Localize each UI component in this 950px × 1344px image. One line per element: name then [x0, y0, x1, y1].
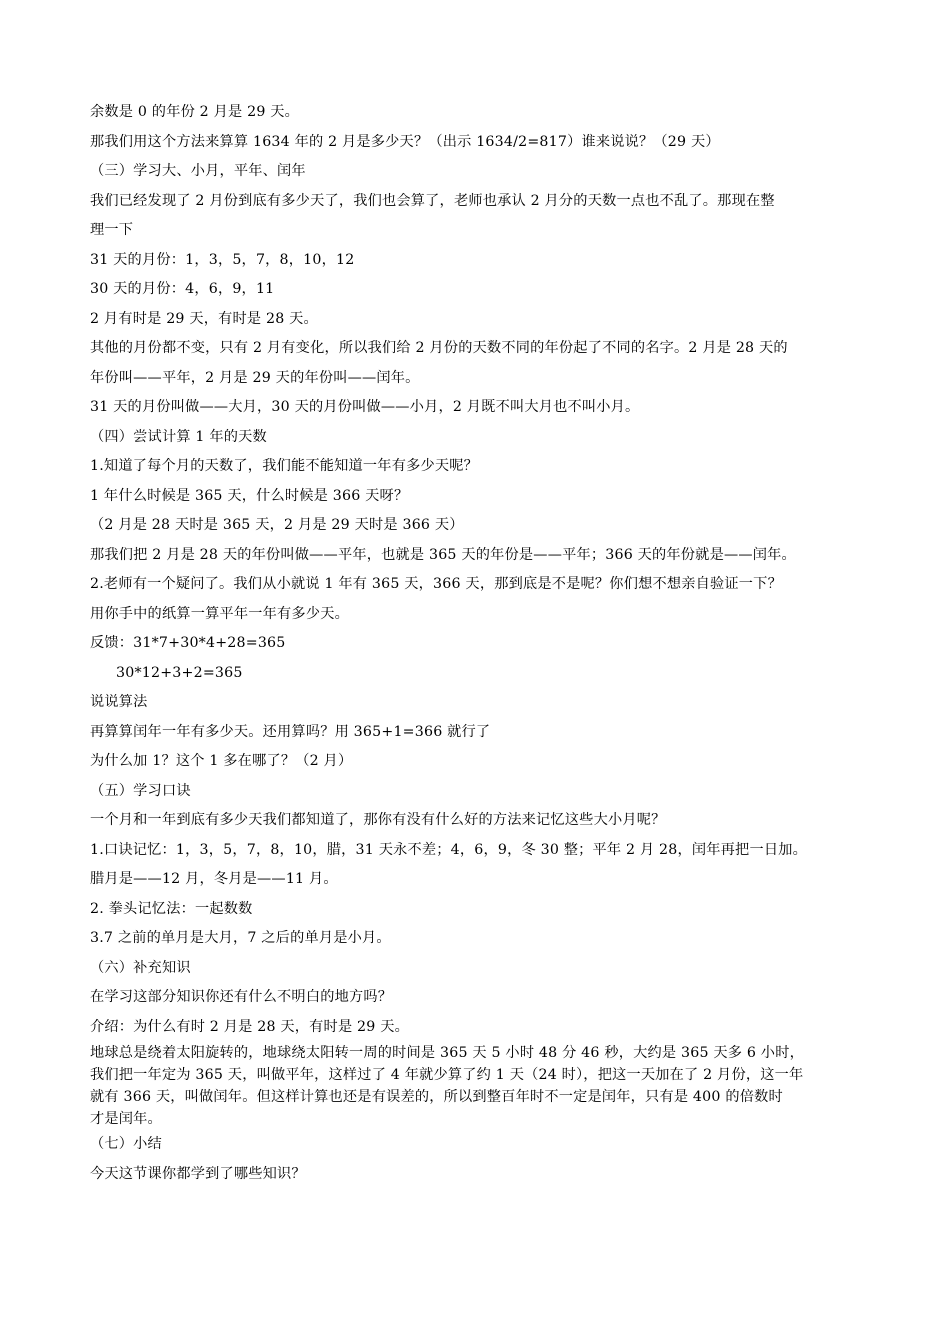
- section-heading-7: （七）小结: [90, 1136, 162, 1152]
- section-heading-3: （三）学习大、小月，平年、闰年: [90, 163, 306, 179]
- section-heading-6: （六）补充知识: [90, 959, 191, 976]
- text-line-25: 一个月和一年到底有多少天我们都知道了，那你有没有什么好的方法来记忆这些大小月呢？: [90, 812, 666, 828]
- text-line-13: 1.知道了每个月的天数了，我们能不能知道一年有多少天呢？: [90, 458, 479, 474]
- text-line-6: 31 天的月份：1，3，5，7，8，10，12: [90, 251, 355, 268]
- text-line-15: （2 月是 28 天时是 365 天，2 月是 29 天时是 366 天）: [90, 517, 464, 533]
- text-line-23: 为什么加 1？这个 1 多在哪了？（2 月）: [90, 753, 353, 769]
- text-line-8: 2 月有时是 29 天，有时是 28 天。: [90, 310, 318, 327]
- text-line-19: 反馈：31*7+30*4+28=365: [90, 635, 286, 651]
- text-line-2: 那我们用这个方法来算算 1634 年的 2 月是多少天？（出示 1634/2=817）谁来说说？（29 天）: [90, 133, 720, 150]
- text-line-21: 说说算法: [90, 694, 148, 710]
- text-line-22: 再算算闰年一年有多少天。还用算吗？用 365+1=366 就行了: [90, 723, 491, 740]
- text-line-5: 理一下: [90, 222, 134, 238]
- text-line-9: 其他的月份都不变，只有 2 月有变化，所以我们给 2 月份的天数不同的年份起了不同的名字。2 月是 28 天的: [90, 340, 788, 356]
- text-line-11: 31 天的月份叫做——大月，30 天的月份叫做——小月，2 月既不叫大月也不叫小月。: [90, 399, 640, 415]
- text-line-18: 用你手中的纸算一算平年一年有多少天。: [90, 605, 349, 622]
- text-line-14: 1 年什么时候是 365 天，什么时候是 366 天呀？: [90, 487, 409, 504]
- text-line-1: 余数是 0 的年份 2 月是 29 天。: [90, 104, 300, 120]
- text-line-4: 我们已经发现了 2 月份到底有多少天了，我们也会算了，老师也承认 2 月分的天数一点也不乱了。那现在整: [90, 192, 775, 209]
- document-page: [90, 98, 865, 1189]
- text-line-27: 腊月是——12 月，冬月是——11 月。: [90, 871, 338, 887]
- text-line-34: 我们把一年定为 365 天，叫做平年，这样过了 4 年就少算了约 1 天（24 时），把这一天加在了 2 月份，这一年: [90, 1067, 804, 1083]
- text-line-7: 30 天的月份：4，6，9，11: [90, 281, 275, 297]
- text-line-17: 2.老师有一个疑问了。我们从小就说 1 年有 365 天，366 天，那到底是不是呢？你们想不想亲自验证一下？: [90, 576, 782, 592]
- text-line-31: 在学习这部分知识你还有什么不明白的地方吗？: [90, 989, 393, 1005]
- text-line-32: 介绍：为什么有时 2 月是 28 天，有时是 29 天。: [90, 1018, 409, 1035]
- text-line-20: 30*12+3+2=365: [116, 664, 243, 681]
- text-line-38: 今天这节课你都学到了哪些知识？: [90, 1165, 306, 1182]
- text-line-26: 1.口诀记忆：1，3，5，7，8，10，腊，31 天永不差；4，6，9，冬 30 整；平年 2 月 28，闰年再把一日加。: [90, 841, 807, 858]
- text-line-29: 3.7 之前的单月是大月，7 之后的单月是小月。: [90, 930, 391, 946]
- text-line-35: 就有 366 天，叫做闰年。但这样计算也还是有误差的，所以到整百年时不一定是闰年，只有是 400 的倍数时: [90, 1089, 783, 1105]
- text-line-10: 年份叫——平年，2 月是 29 天的年份叫——闰年。: [90, 369, 420, 386]
- text-line-28: 2. 拳头记忆法：一起数数: [90, 900, 253, 917]
- text-line-33: 地球总是绕着太阳旋转的，地球绕太阳转一周的时间是 365 天 5 小时 48 分 46 秒，大约是 365 天多 6 小时，: [90, 1045, 804, 1061]
- text-line-16: 那我们把 2 月是 28 天的年份叫做——平年，也就是 365 天的年份是——平年；366 天的年份就是——闰年。: [90, 546, 796, 563]
- section-heading-5: （五）学习口诀: [90, 782, 191, 799]
- text-line-36: 才是闰年。: [90, 1111, 162, 1127]
- section-heading-4: （四）尝试计算 1 年的天数: [90, 428, 267, 445]
